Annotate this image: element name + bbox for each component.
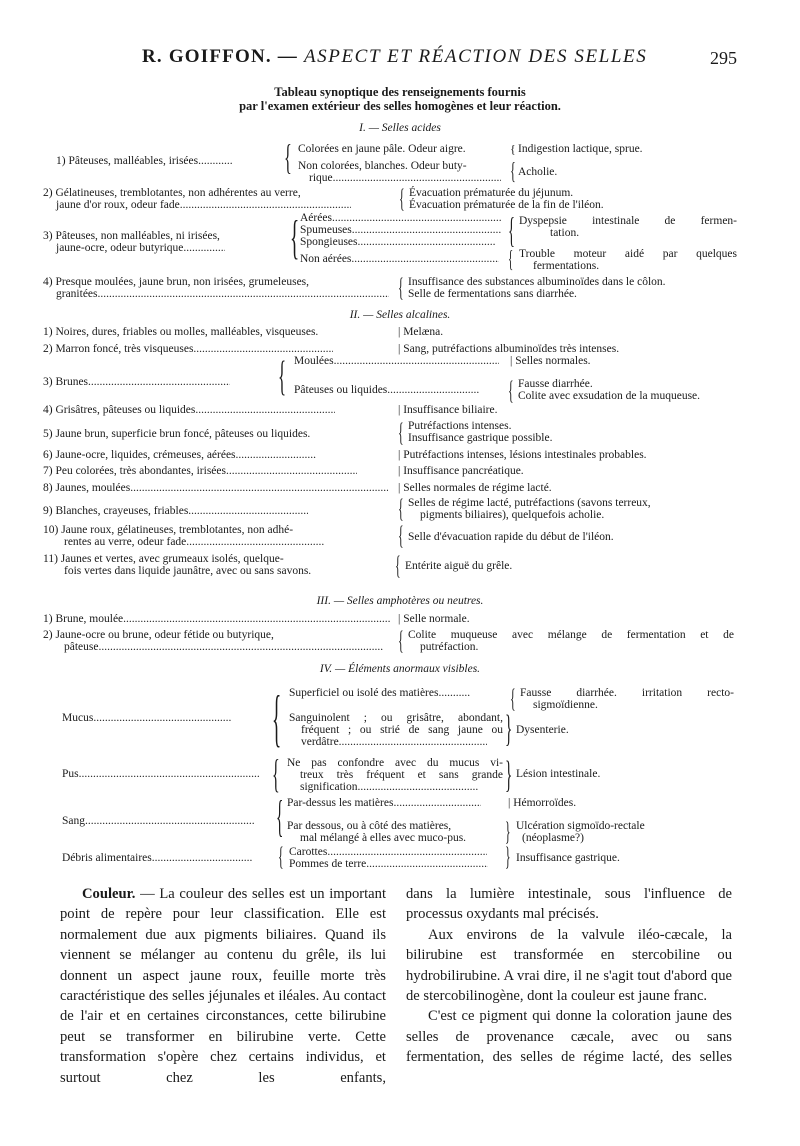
alk-row-6-result: | Putréfactions intenses, lésions intestinales probables. — [398, 449, 647, 461]
brace: { — [398, 418, 404, 447]
alk-row-1-result: | Melæna. — [398, 326, 444, 338]
alk-row-1: 1) Noires, dures, friables ou molles, malléables, visqueuses. — [43, 326, 319, 338]
brace: { — [399, 184, 405, 213]
brace: { — [398, 626, 404, 655]
brace: { — [510, 684, 516, 713]
amph-row-2-result-2: putréfaction. — [420, 641, 479, 653]
body-right-paragraph-2: Aux environs de la valvule iléo-cæcale, la bilirubine est transformée en stercobiline ou hydrobilirubine. A vrai dire, il ne s'agit tout d'abord que de stercobilinogène, dont la couleur est jaune franc. — [406, 926, 732, 1005]
abn-pus-line-1: Ne pas confondre avec du mucus vi- — [287, 757, 503, 769]
alk-row-3-b-result-2: Colite avec exsudation de la muqueuse. — [518, 390, 701, 402]
alk-row-11-line-1: 11) Jaunes et vertes, avec grumeaux isolés, quelque- — [43, 553, 284, 565]
alk-row-2: 2) Marron foncé, très visqueuses..... — [43, 343, 333, 355]
alk-row-8: 8) Jaunes, moulées..... — [43, 482, 388, 494]
table-caption-line-1: Tableau synoptique des renseignements fournis — [274, 85, 526, 99]
brace: { — [398, 521, 404, 550]
acid-row-2-line-2: jaune d'or roux, odeur fade..... — [56, 199, 351, 211]
body-right-column — [406, 884, 732, 1068]
body-right-paragraph-1: dans la lumière intestinale, sous l'influence de processus oxydants mal précisés. — [406, 886, 732, 923]
brace: } — [505, 817, 511, 846]
abn-mucus-b-line-1: Sanguinolent ; ou grisâtre, abondant, — [289, 712, 503, 724]
acid-row-1-a: Colorées en jaune pâle. Odeur aigre. — [298, 143, 466, 155]
alk-row-9-result-2: pigments biliaires), quelquefois acholie. — [420, 509, 605, 521]
acid-row-3-line-2: jaune-ocre, odeur butyrique..... — [56, 242, 225, 254]
section-heading-couleur: Couleur. — [82, 886, 136, 902]
acid-row-1-b-line-1: Non colorées, blanches. Odeur buty- — [298, 160, 467, 172]
acid-row-2-result-2: Évacuation prématurée de la fin de l'iléon. — [409, 199, 604, 211]
amph-row-1: 1) Brune, moulée..... — [43, 613, 391, 625]
alk-row-3: 3) Brunes..... — [43, 376, 230, 388]
brace: { — [395, 551, 401, 580]
alk-row-2-result: | Sang, putréfactions albuminoïdes très intenses. — [398, 343, 620, 355]
alk-row-10-result: Selle d'évacuation rapide du début de l'iléon. — [408, 531, 614, 543]
section-heading-acid: I. — Selles acides — [359, 122, 441, 134]
abn-sang-a: Par-dessus les matières..... — [287, 797, 481, 809]
alk-row-3-a: Moulées..... — [294, 355, 499, 367]
abn-pus-result: Lésion intestinale. — [516, 768, 601, 780]
brace: { — [508, 247, 514, 273]
brace: } — [505, 754, 513, 796]
brace: { — [272, 751, 280, 796]
alk-row-9: 9) Blanches, crayeuses, friables..... — [43, 505, 308, 517]
abn-debris-result: Insuffisance gastrique. — [516, 852, 620, 864]
abn-debris-label: Débris alimentaires..... — [62, 852, 252, 864]
brace: { — [510, 159, 516, 185]
brace: { — [272, 682, 282, 753]
alk-row-4: 4) Grisâtres, pâteuses ou liquides..... — [43, 404, 335, 416]
brace: { — [284, 137, 292, 177]
section-heading-abnormal: IV. — Éléments anormaux visibles. — [319, 663, 481, 675]
acid-row-4-line-2: granitées..... — [56, 288, 389, 300]
abn-sang-b-result-2: (néoplasme?) — [522, 832, 584, 844]
brace: { — [508, 376, 514, 405]
abn-pus-line-2: treux très fréquent et sans grande — [300, 769, 503, 781]
alk-row-6: 6) Jaune-ocre, liquides, crémeuses, aérées..... — [43, 449, 316, 461]
abn-sang-label: Sang..... — [62, 815, 255, 827]
alk-row-7-result: | Insuffisance pancréatique. — [398, 465, 524, 477]
brace: { — [398, 273, 404, 302]
body-left-column — [60, 884, 386, 1088]
alk-row-4-result: | Insuffisance biliaire. — [398, 404, 498, 416]
abn-mucus-a-result-2: sigmoïdienne. — [533, 699, 598, 711]
acid-row-3-result-2: tation. — [550, 227, 580, 239]
alk-row-11-result: Entérite aiguë du grêle. — [405, 560, 513, 572]
acid-row-3-result-4: fermentations. — [533, 260, 600, 272]
alk-row-7: 7) Peu colorées, très abondantes, irisées..... — [43, 465, 357, 477]
abn-mucus-b-line-3: verdâtre..... — [301, 736, 487, 748]
abn-sang-b-result-1: Ulcération sigmoïdo-rectale — [516, 820, 645, 832]
acid-row-1-label: 1) Pâteuses, malléables, irisées..... — [56, 155, 233, 167]
abn-mucus-a-result-1: Fausse diarrhée. irritation recto- — [520, 687, 734, 699]
abn-mucus-a: Superficiel ou isolé des matières..... — [289, 687, 470, 699]
abn-debris-a: Carottes..... — [289, 846, 487, 858]
alk-row-3-b-result-1: Fausse diarrhée. — [518, 378, 593, 390]
acid-row-3-b: Spumeuses..... — [300, 224, 502, 236]
abn-sang-a-result: | Hémorroïdes. — [508, 797, 577, 809]
brace: } — [505, 842, 511, 871]
acid-row-3-result-1: Dyspepsie intestinale de fermen- — [519, 215, 737, 227]
brace: { — [398, 494, 404, 523]
page-number: 295 — [710, 48, 737, 68]
acid-row-2-line-1: 2) Gélatineuses, tremblotantes, non adhérentes au verre, — [43, 187, 301, 199]
abn-pus-line-3: signification..... — [300, 781, 478, 793]
acid-row-1-b-result: Acholie. — [518, 166, 558, 178]
table-caption-line-2: par l'examen extérieur des selles homogènes et leur réaction. — [239, 99, 561, 113]
brace: { — [510, 142, 516, 156]
abn-sang-b-line-2: mal mélangé à elles avec muco-pus. — [300, 832, 467, 844]
brace: { — [276, 792, 284, 841]
abn-mucus-label: Mucus..... — [62, 712, 231, 724]
header-author: R. GOIFFON. — — [142, 46, 298, 67]
brace: } — [505, 708, 513, 750]
alk-row-5-result-2: Insuffisance gastrique possible. — [408, 432, 553, 444]
acid-row-1-a-result: Indigestion lactique, sprue. — [518, 143, 643, 155]
acid-row-4-result-1: Insuffisance des substances albuminoïdes dans le côlon. — [408, 276, 666, 288]
brace: { — [278, 354, 287, 400]
alk-row-10-line-1: 10) Jaune roux, gélatineuses, tremblotantes, non adhé- — [43, 524, 294, 536]
section-heading-alkaline: II. — Selles alcalines. — [349, 309, 451, 321]
acid-row-1-b-line-2: rique..... — [309, 172, 501, 184]
alk-row-11-line-2: fois vertes dans liquide jaunâtre, avec ou sans savons. — [64, 565, 312, 577]
acid-row-3-line-1: 3) Pâteuses, non malléables, ni irisées, — [43, 230, 220, 242]
acid-row-3-d: Non aérées..... — [300, 253, 499, 265]
amph-row-1-result: | Selle normale. — [398, 613, 470, 625]
amph-row-2-result-1: Colite muqueuse avec mélange de fermentation et de — [408, 629, 734, 641]
acid-row-4-result-2: Selle de fermentations sans diarrhée. — [408, 288, 577, 300]
brace: { — [290, 211, 300, 264]
alk-row-5-result-1: Putréfactions intenses. — [408, 420, 512, 432]
abn-sang-b-line-1: Par dessous, ou à côté des matières, — [287, 820, 452, 832]
brace: { — [508, 210, 515, 250]
amph-row-2-line-2: pâteuse..... — [64, 641, 383, 653]
body-right-paragraph-3: C'est ce pigment qui donne la coloration jaune des selles de provenance cæcale, avec ou sans fermentation, des selles de régime lacté, des selles — [406, 1008, 732, 1066]
acid-row-3-result-3: Trouble moteur aidé par quelques — [519, 248, 737, 260]
brace: { — [278, 842, 284, 871]
running-header — [0, 46, 800, 72]
header-title — [142, 46, 647, 68]
acid-row-3-c: Spongieuses..... — [300, 236, 495, 248]
acid-row-4-line-1: 4) Presque moulées, jaune brun, non irisées, grumeleuses, — [43, 276, 310, 288]
abn-debris-b: Pommes de terre..... — [289, 858, 488, 870]
alk-row-3-b: Pâteuses ou liquides..... — [294, 384, 480, 396]
alk-row-3-a-result: | Selles normales. — [510, 355, 591, 367]
acid-row-3-a: Aérées..... — [300, 212, 502, 224]
alk-row-8-result: | Selles normales de régime lacté. — [398, 482, 552, 494]
alk-row-9-result-1: Selles de régime lacté, putréfactions (savons terreux, — [408, 497, 651, 509]
abn-mucus-b-line-2: fréquent ; ou strié de sang jaune ou — [301, 724, 503, 736]
body-left-paragraph: — La couleur des selles est un important point de repère pour leur classification. Elle est normalement due aux pigments biliaires. Quand ils viennent se mélanger au contenu du grêle, ils lui donnent un aspect jaune roux, feuille morte très caractéristique des selles jéjunales et iléales. Au contact de l'air et en certaines circonstances, cette bilirubine peut se transformer en bilirubine verte. Cette transformation s'opère chez certains individus, et surtout chez les enfants, — [60, 886, 386, 1086]
amph-row-2-line-1: 2) Jaune-ocre ou brune, odeur fétide ou butyrique, — [43, 629, 274, 641]
abn-pus-label: Pus..... — [62, 768, 259, 780]
header-article-title: ASPECT ET RÉACTION DES SELLES — [303, 46, 648, 67]
abn-mucus-b-result: Dysenterie. — [516, 724, 569, 736]
section-heading-amphoteric: III. — Selles amphotères ou neutres. — [316, 595, 484, 607]
acid-row-2-result-1: Évacuation prématurée du jéjunum. — [409, 187, 574, 199]
alk-row-10-line-2: rentes au verre, odeur fade..... — [64, 536, 325, 548]
alk-row-5: 5) Jaune brun, superficie brun foncé, pâteuses ou liquides. — [43, 428, 311, 440]
